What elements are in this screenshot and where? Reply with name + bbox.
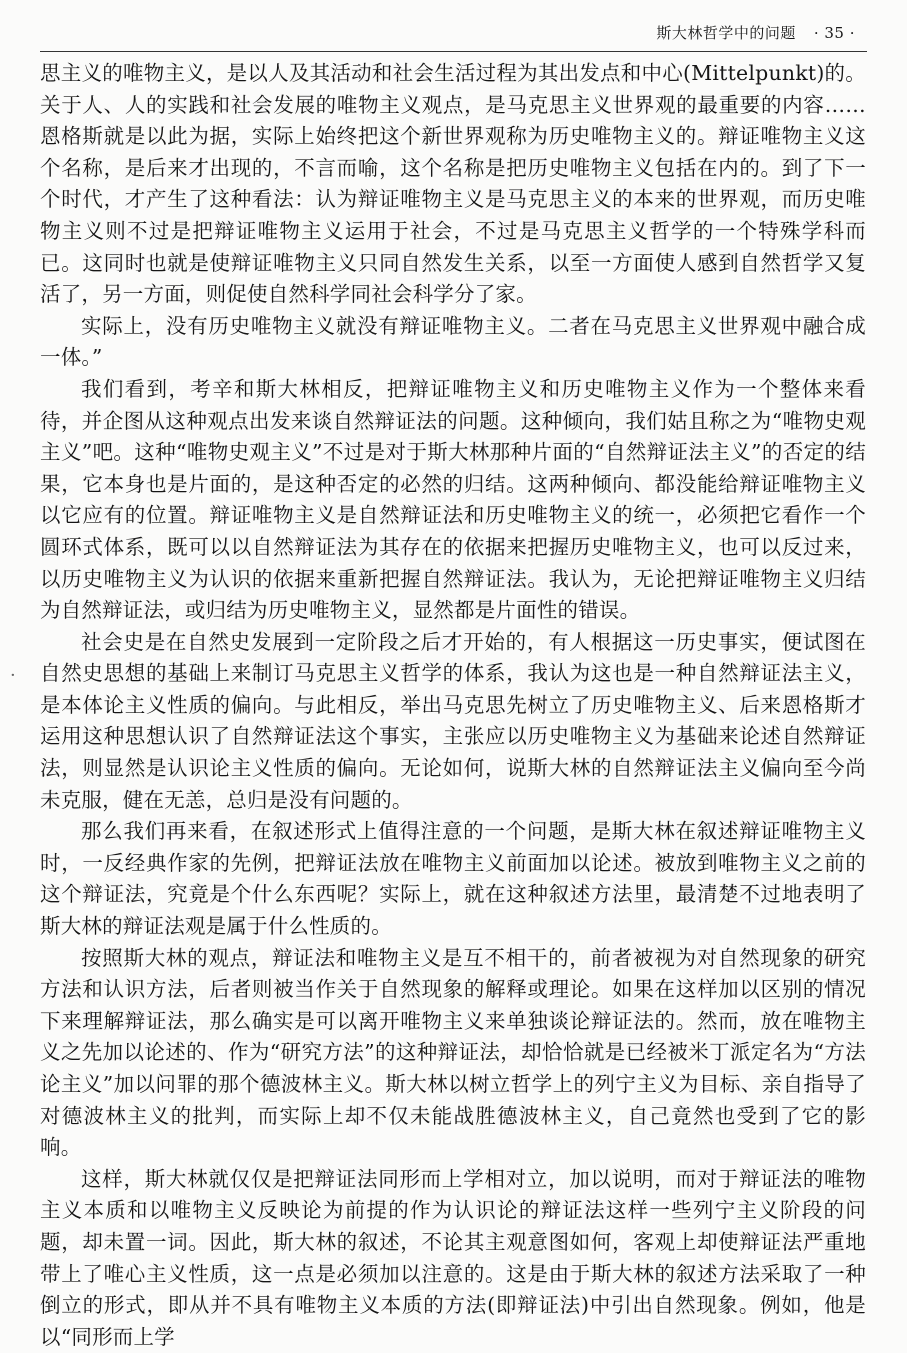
paragraph-4: 社会史是在自然史发展到一定阶段之后才开始的，有人根据这一历史事实，便试图在自然史思想的基础上来制订马克思主义哲学的体系，我认为这也是一种自然辩证法主义，是本体论主义性质的偏向。与此相反，举出马克思先树立了历史唯物主义、后来恩格斯才运用这种思想认识了自然辩证法这个事实，主张应以历史唯物主义为基础来论述自然辩证法，则显然是认识论主义性质的偏向。无论如何，说斯大林的自然辩证法主义偏向至今尚未克服，健在无恙，总归是没有问题的。 (40, 629, 866, 812)
paragraph-3: 我们看到，考辛和斯大林相反，把辩证唯物主义和历史唯物主义作为一个整体来看待，并企图从这种观点出发来谈自然辩证法的问题。这种倾向，我们姑且称之为“唯物史观主义”吧。这种“唯物史观主义”不过是对于斯大林那种片面的“自然辩证法主义”的否定的结果，它本身也是片面的，是这种否定的必然的归结。这两种倾向、都没能给辩证唯物主义以它应有的位置。辩证唯物主义是自然辩证法和历史唯物主义的统一，必须把它看作一个圆环式体系，既可以以自然辩证法为其存在的依据来把握历史唯物主义，也可以反过来，以历史唯物主义为认识的依据来重新把握自然辩证法。我认为，无论把辩证唯物主义归结为自然辩证法，或归结为历史唯物主义，显然都是片面性的错误。 (40, 376, 866, 623)
paragraph-7: 这样，斯大林就仅仅是把辩证法同形而上学相对立，加以说明，而对于辩证法的唯物主义本质和以唯物主义反映论为前提的作为认识论的辩证法这样一些列宁主义阶段的问题，却未置一词。因此，斯大林的叙述，不论其主观意图如何，客观上却使辩证法严重地带上了唯心主义性质，这一点是必须加以注意的。这是由于斯大林的叙述方法采取了一种倒立的形式，即从并不具有唯物主义本质的方法(即辩证法)中引出自然现象。例如，他是以“同形而上学 (40, 1166, 866, 1349)
paragraph-5: 那么我们再来看，在叙述形式上值得注意的一个问题，是斯大林在叙述辩证唯物主义时，一反经典作家的先例，把辩证法放在唯物主义前面加以论述。被放到唯物主义之前的这个辩证法，究竟是个什么东西呢？实际上，就在这种叙述方法里，最清楚不过地表明了斯大林的辩证法观是属于什么性质的。 (40, 819, 866, 939)
margin-mark: · (10, 665, 16, 686)
paragraph-6: 按照斯大林的观点，辩证法和唯物主义是互不相干的，前者被视为对自然现象的研究方法和认识方法，后者则被当作关于自然现象的解释或理论。如果在这样加以区别的情况下来理解辩证法，那么确实是可以离开唯物主义来单独谈论辩证法的。然而，放在唯物主义之先加以论述的、作为“研究方法”的这种辩证法，却恰恰就是已经被米丁派定名为“方法论主义”加以问罪的那个德波林主义。斯大林以树立哲学上的列宁主义为目标、亲自指导了对德波林主义的批判，而实际上却不仅未能战胜德波林主义，自己竟然也受到了它的影响。 (40, 945, 866, 1160)
paragraph-2: 实际上，没有历史唯物主义就没有辩证唯物主义。二者在马克思主义世界观中融合成一体。” (40, 313, 866, 370)
body-text (40, 58, 866, 1353)
page-number: · 35 · (813, 24, 855, 42)
running-header (656, 22, 855, 43)
header-rule (40, 51, 867, 52)
paragraph-1-continued: 思主义的唯物主义，是以人及其活动和社会生活过程为其出发点和中心(Mittelpunkt)的。关于人、人的实践和社会发展的唯物主义观点，是马克思主义世界观的最重要的内容……恩格斯就是以此为据，实际上始终把这个新世界观称为历史唯物主义的。辩证唯物主义这个名称，是后来才出现的，不言而喻，这个名称是把历史唯物主义包括在内的。到了下一个时代，才产生了这种看法：认为辩证唯物主义是马克思主义的本来的世界观，而历史唯物主义则不过是把辩证唯物主义运用于社会，不过是马克思主义哲学的一个特殊学科而已。这同时也就是使辩证唯物主义只同自然发生关系，以至一方面使人感到自然哲学又复活了，另一方面，则促使自然科学同社会科学分了家。 (40, 61, 866, 307)
running-title: 斯大林哲学中的问题 (656, 24, 796, 42)
